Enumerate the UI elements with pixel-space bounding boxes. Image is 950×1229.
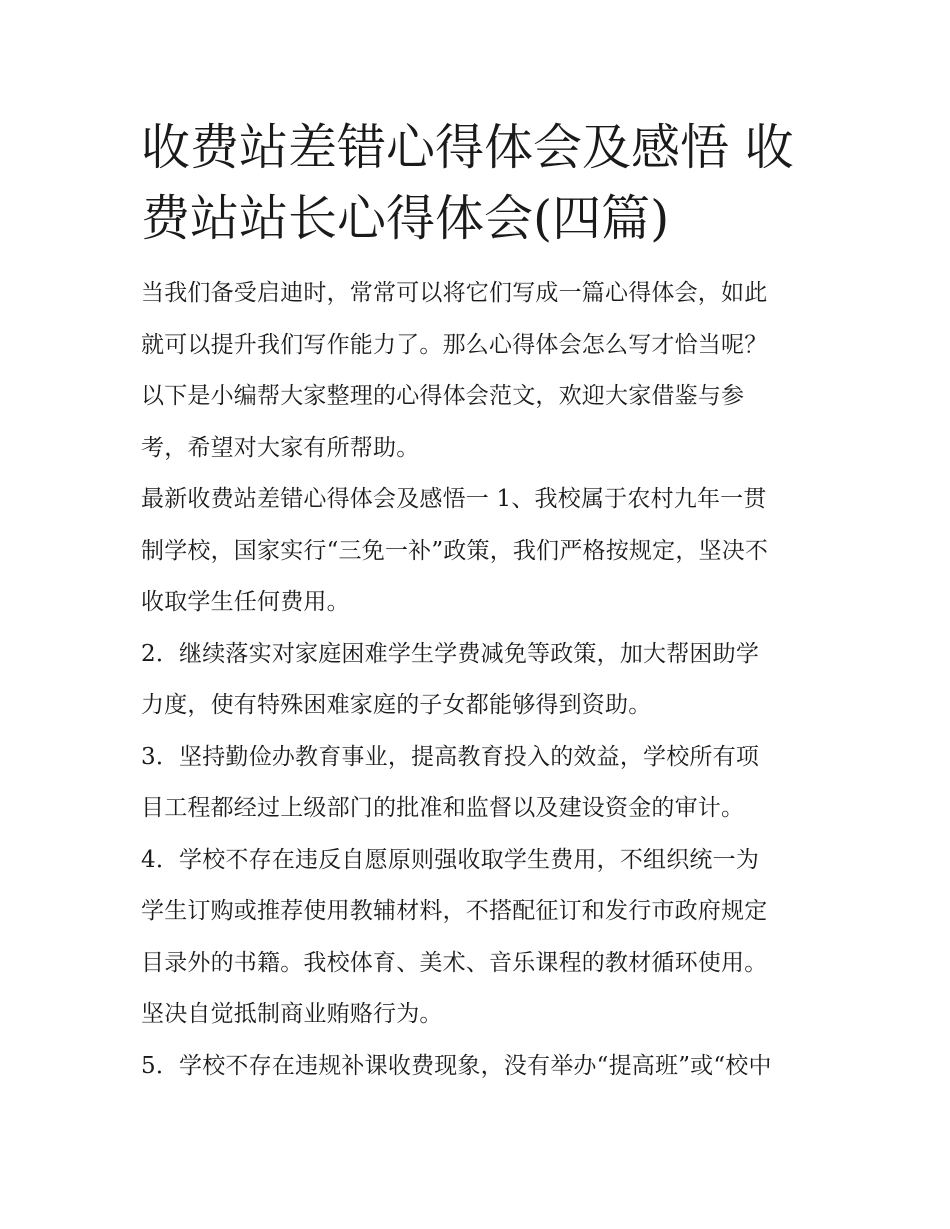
title-line: 收费站差错心得体会及感悟 收 [141,119,794,176]
text-line: 坚决自觉抵制商业贿赂行为。 [141,1001,443,1027]
text-line: 3．坚持勤俭办教育事业，提高教育投入的效益，学校所有项 [141,743,760,770]
text-line: 以下是小编帮大家整理的心得体会范文，欢迎大家借鉴与参 [141,383,745,409]
text-line: 力度，使有特殊困难家庭的子女都能够得到资助。 [141,692,652,718]
text-line: 学生订购或推荐使用教辅材料，不搭配征订和发行市政府规定 [141,898,768,924]
text-line: 制学校，国家实行“三免一补”政策，我们严格按规定，坚决不 [141,537,769,564]
text-line: 4．学校不存在违反自愿原则强收取学生费用，不组织统一为 [141,846,760,873]
text-line: 5．学校不存在违规补课收费现象，没有举办“提高班”或“校中 [141,1052,772,1079]
text-line: 就可以提升我们写作能力了。那么心得体会怎么写才恰当呢？ [141,331,768,358]
document-page [141,112,813,1092]
text-line: 目工程都经过上级部门的批准和监督以及建设资金的审计。 [141,795,745,821]
intro-paragraph [141,268,813,474]
text-line: 考，希望对大家有所帮助。 [141,434,420,461]
text-line: 当我们备受启迪时，常常可以将它们写成一篇心得体会，如此 [141,280,768,306]
item-5-paragraph [141,1041,813,1093]
text-line: 最新收费站差错心得体会及感悟一 1、我校属于农村九年一贯 [141,486,767,512]
text-line: 2．继续落实对家庭困难学生学费减免等政策，加大帮困助学 [141,640,760,667]
section-one-paragraph [141,474,813,629]
item-3-paragraph [141,732,813,835]
title-line: 费站站长心得体会(四篇) [141,190,670,247]
text-line: 目录外的书籍。我校体育、美术、音乐课程的教材循环使用。 [141,949,768,976]
item-4-paragraph [141,835,813,1041]
text-line: 收取学生任何费用。 [141,589,350,615]
item-2-paragraph [141,629,813,732]
document-title [141,112,813,254]
